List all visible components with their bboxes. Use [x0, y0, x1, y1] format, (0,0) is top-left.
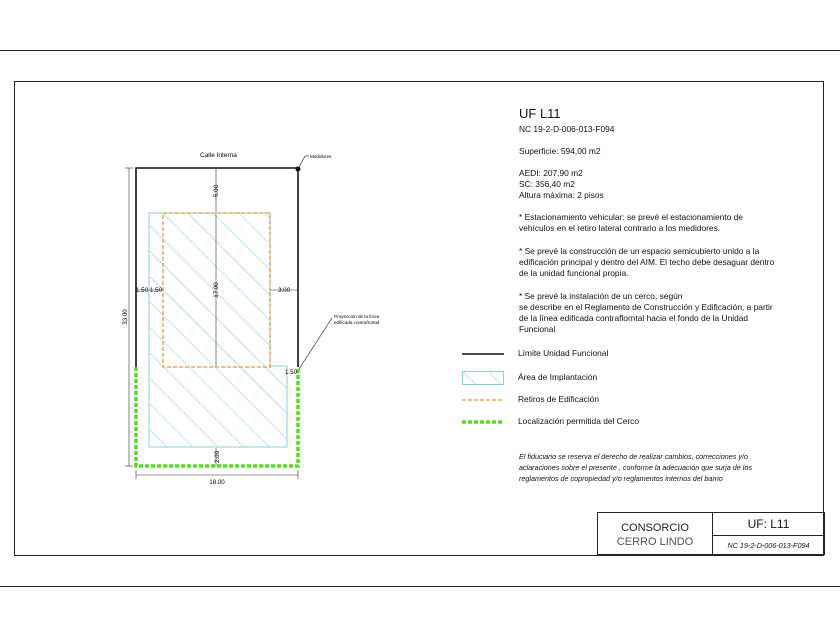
legend-item-lot-limit [462, 347, 792, 361]
title-block-unit-label: UF: L11 [747, 517, 790, 531]
note-parking-1: * Estacionamiento vehicular: se prevé el estacionamiento de [519, 212, 743, 222]
aedi-text: AEDI: 207,90 m2 [519, 168, 583, 178]
unit-nc: NC 19-2-D-006-013-F094 [519, 124, 615, 134]
superficie-text: Superficie: 594,00 m2 [519, 146, 601, 156]
note-parking-2: vehículos en el retiro lateral contrario a los medidores. [519, 223, 721, 233]
note-semicovered-2: edificación principal y dentro del AIM. El techo debe desaguar dentro [519, 257, 775, 267]
note-semicovered-3: de la unidad funcional propia. [519, 268, 629, 278]
note-fence-1: * Se prevé la instalación de un cerco, según [519, 291, 683, 301]
legend-label: Límite Unidad Funcional [518, 348, 609, 358]
note-semicovered-1: * Se prevé la construcción de un espacio semicubierto unido a la [519, 246, 760, 256]
dim-front-setback: 5.00 [213, 184, 220, 198]
disclaimer-line: aclaraciones sobre el presente , conforme la adecuación que surja de los [519, 463, 752, 472]
legend-item-setbacks [462, 393, 792, 407]
meters-label: Medidores [310, 154, 332, 159]
legend-item-fence [462, 415, 792, 429]
dim-building-depth: 17.00 [213, 282, 220, 298]
company-name-2: CERRO LINDO [616, 536, 694, 548]
note-fence-3: de la línea edificada contraflorntal hacia el fondo de la Unidad [519, 313, 749, 323]
projection-leader [299, 318, 332, 369]
meters-leader [298, 156, 305, 169]
title-block-nc-label: NC 19-2-D-006-013-F094 [727, 541, 810, 550]
dim-left-b: 1.50 [150, 287, 163, 294]
legend-label: Retiros de Edificación [518, 394, 599, 404]
legend-fence-line-icon [462, 417, 504, 427]
title-block-nc [712, 535, 825, 555]
dim-rear: 2.00 [214, 450, 221, 464]
note-fence-2: se describe en el Reglamento de Construcción y Edificación, a partir [519, 302, 773, 312]
dim-total-depth: 33.00 [122, 309, 129, 325]
note-fence-4: Funcional [519, 324, 556, 334]
legend-label: Localización permitida del Cerco [518, 416, 640, 426]
projection-label-2: edificada contrafrontal [334, 320, 380, 325]
dim-width: 18.00 [209, 479, 225, 486]
implantation-area [149, 213, 287, 447]
legend-line-icon [462, 349, 504, 359]
unit-title: UF L11 [519, 106, 561, 121]
sc-text: SC: 356,40 m2 [519, 179, 575, 189]
disclaimer [519, 451, 789, 484]
altura-text: Altura máxima: 2 pisos [519, 190, 604, 200]
street-label: Calle Interna [200, 152, 237, 159]
disclaimer-line: El fiduciario se reserva el derecho de realizar cambios, correcciones y/o [519, 452, 748, 461]
legend-hatch-icon [462, 371, 504, 385]
dim-corner: 1.50 [285, 369, 298, 376]
title-block-unit [712, 512, 825, 536]
dim-left-a: 1.50 [136, 287, 149, 294]
legend-label: Área de Implantación [518, 372, 598, 382]
legend-item-implantation [462, 371, 792, 385]
title-block-company [597, 512, 713, 555]
legend-dashed-line-icon [462, 395, 504, 405]
company-name-1: CONSORCIO [621, 522, 689, 534]
projection-label-1: Proyección de la línea [334, 314, 380, 319]
dim-right-setback: 3.00 [278, 287, 291, 294]
disclaimer-line: reglamentos de copropiedad y/o reglamentos internos del barrio [519, 474, 723, 483]
